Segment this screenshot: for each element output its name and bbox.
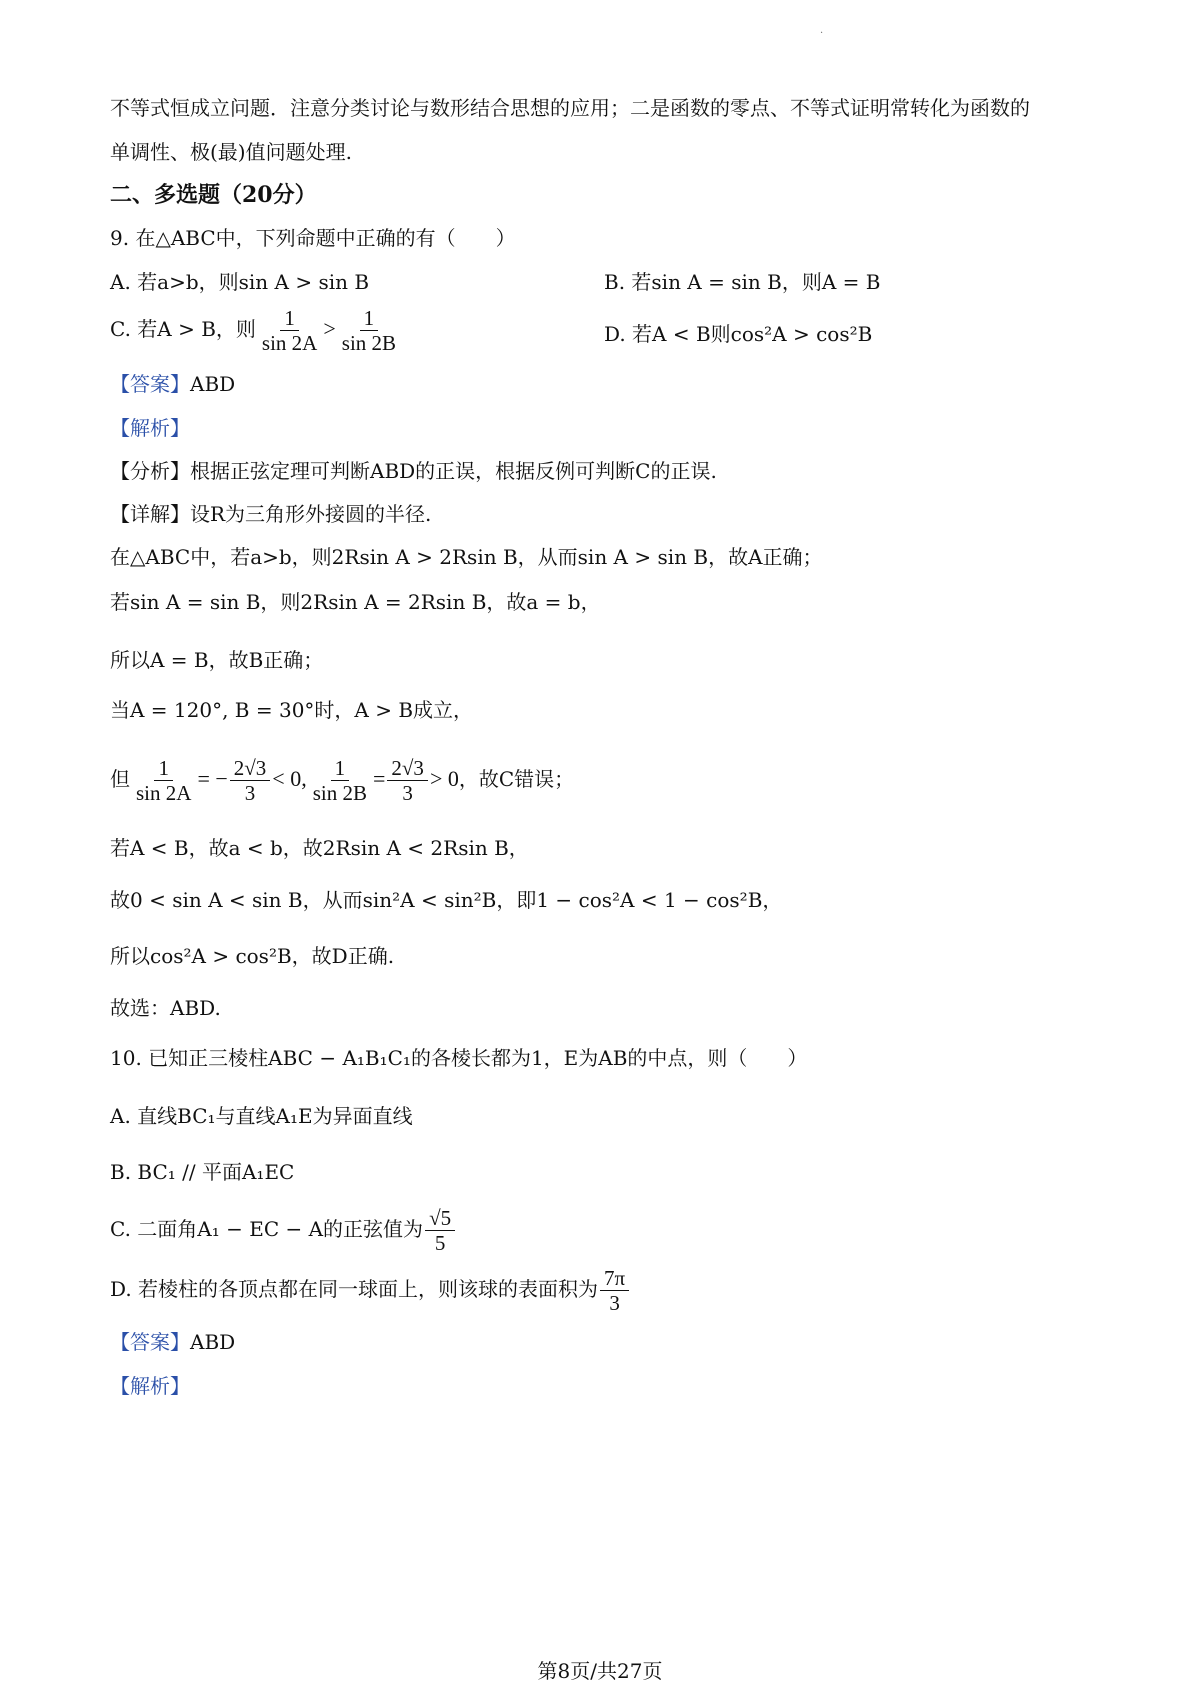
page-footer: 第8页/共27页 <box>537 1659 663 1683</box>
q9-step-1: 在△ABC中，若a>b，则2Rsin A > 2Rsin B，从而sin A > sin B，故A正确； <box>110 545 823 569</box>
q10-option-c-frac <box>425 1206 455 1255</box>
scan-dot: · <box>820 28 824 39</box>
q9-step-5-lt: < 0, <box>272 766 307 792</box>
q9-option-c-den-2: sin 2B <box>341 331 397 356</box>
q9-answer-value: ABD <box>190 372 236 396</box>
q9-option-b: B. 若sin A = sin B，则A = B <box>604 270 881 294</box>
q10-answer-value: ABD <box>190 1330 236 1354</box>
q9-step-4: 当A = 120°, B = 30°时，A > B成立， <box>110 698 474 722</box>
q10-answer-tag: 【答案】 <box>110 1330 190 1354</box>
q9-step-5-frac-2 <box>230 756 271 805</box>
q9-step-7: 故0 < sin A < sin B，从而sin²A < sin²B，即1 − cos²A < 1 − cos²B， <box>110 888 783 912</box>
q9-step-5-den-3: sin 2B <box>312 781 367 806</box>
q9-answer <box>110 372 235 396</box>
q9-option-d: D. 若A < B则cos²A > cos²B <box>604 322 873 346</box>
q10-option-c <box>110 1206 457 1255</box>
q9-step-9: 故选：ABD. <box>110 996 221 1020</box>
q10-answer <box>110 1330 235 1354</box>
q9-step-6: 若A < B，故a < b，故2Rsin A < 2Rsin B， <box>110 836 529 860</box>
q9-step-5-eq-2: = <box>372 766 386 792</box>
q10-analysis-tag: 【解析】 <box>110 1374 190 1398</box>
q9-step-5-num-2: 2√3 <box>230 756 271 781</box>
q10-option-c-den: 5 <box>434 1231 446 1256</box>
q9-step-5-eq-1: = − <box>197 766 228 792</box>
intro-line-2: 单调性、极(最)值问题处理. <box>110 140 352 164</box>
q9-option-c-den-1: sin 2A <box>261 331 318 356</box>
q9-step-5-gt: > 0 <box>429 766 459 792</box>
q9-step-3: 所以A = B，故B正确； <box>110 648 324 672</box>
q10-option-d-num: 7π <box>600 1266 629 1291</box>
q9-step-5-num-3: 1 <box>331 756 350 781</box>
q9-step-5-den-1: sin 2A <box>136 781 192 806</box>
q9-xiangjie: 【详解】设R为三角形外接圆的半径. <box>110 502 432 526</box>
q10-option-d <box>110 1266 631 1315</box>
q10-option-c-num: √5 <box>425 1206 455 1231</box>
q10-option-d-den: 3 <box>609 1291 620 1316</box>
q10-stem: 10. 已知正三棱柱ABC − A₁B₁C₁的各棱长都为1，E为AB的中点，则（ ） <box>110 1046 808 1070</box>
q9-step-5-num-1: 1 <box>154 756 173 781</box>
q9-step-5-frac-4 <box>387 756 428 805</box>
q9-step-8: 所以cos²A > cos²B，故D正确. <box>110 944 395 968</box>
intro-line-1: 不等式恒成立问题．注意分类讨论与数形结合思想的应用；二是函数的零点、不等式证明常转化为函数的 <box>110 96 1030 120</box>
q9-step-5-den-2: 3 <box>244 781 256 806</box>
q9-option-c-gt: > <box>323 316 336 342</box>
q9-option-a: A. 若a>b，则sin A > sin B <box>110 270 370 294</box>
q9-step-5-prefix: 但 <box>110 767 130 792</box>
q10-option-b: B. BC₁ // 平面A₁EC <box>110 1160 295 1184</box>
q10-option-a: A. 直线BC₁与直线A₁E为异面直线 <box>110 1104 413 1128</box>
q9-option-c-num-2: 1 <box>360 306 379 331</box>
q9-step-5 <box>110 756 574 805</box>
q9-step-2: 若sin A = sin B，则2Rsin A = 2Rsin B，故a = b， <box>110 590 601 614</box>
q10-option-d-frac <box>600 1266 629 1315</box>
q9-step-5-suffix: ，故C错误； <box>458 767 575 792</box>
q9-analysis-tag: 【解析】 <box>110 416 190 440</box>
q10-option-c-prefix: C. 二面角A₁ − EC − A的正弦值为 <box>110 1217 424 1242</box>
q9-answer-tag: 【答案】 <box>110 372 190 396</box>
section-title: 二、多选题（20分） <box>110 182 317 208</box>
q9-option-c-prefix: C. 若A > B，则 <box>110 317 256 342</box>
q9-option-c-frac-1 <box>258 306 321 355</box>
q9-step-5-frac-3 <box>309 756 371 805</box>
q9-step-5-num-4: 2√3 <box>387 756 428 781</box>
q10-option-d-prefix: D. 若棱柱的各顶点都在同一球面上，则该球的表面积为 <box>110 1277 599 1302</box>
q9-stem: 9. 在△ABC中，下列命题中正确的有（ ） <box>110 226 516 250</box>
q9-fenxi: 【分析】根据正弦定理可判断ABD的正误，根据反例可判断C的正误. <box>110 459 717 483</box>
q9-option-c-num-1: 1 <box>280 306 299 331</box>
q9-step-5-frac-1 <box>132 756 195 805</box>
q9-option-c <box>110 306 402 355</box>
q9-option-c-frac-2 <box>338 306 400 355</box>
q9-step-5-den-4: 3 <box>402 781 413 806</box>
